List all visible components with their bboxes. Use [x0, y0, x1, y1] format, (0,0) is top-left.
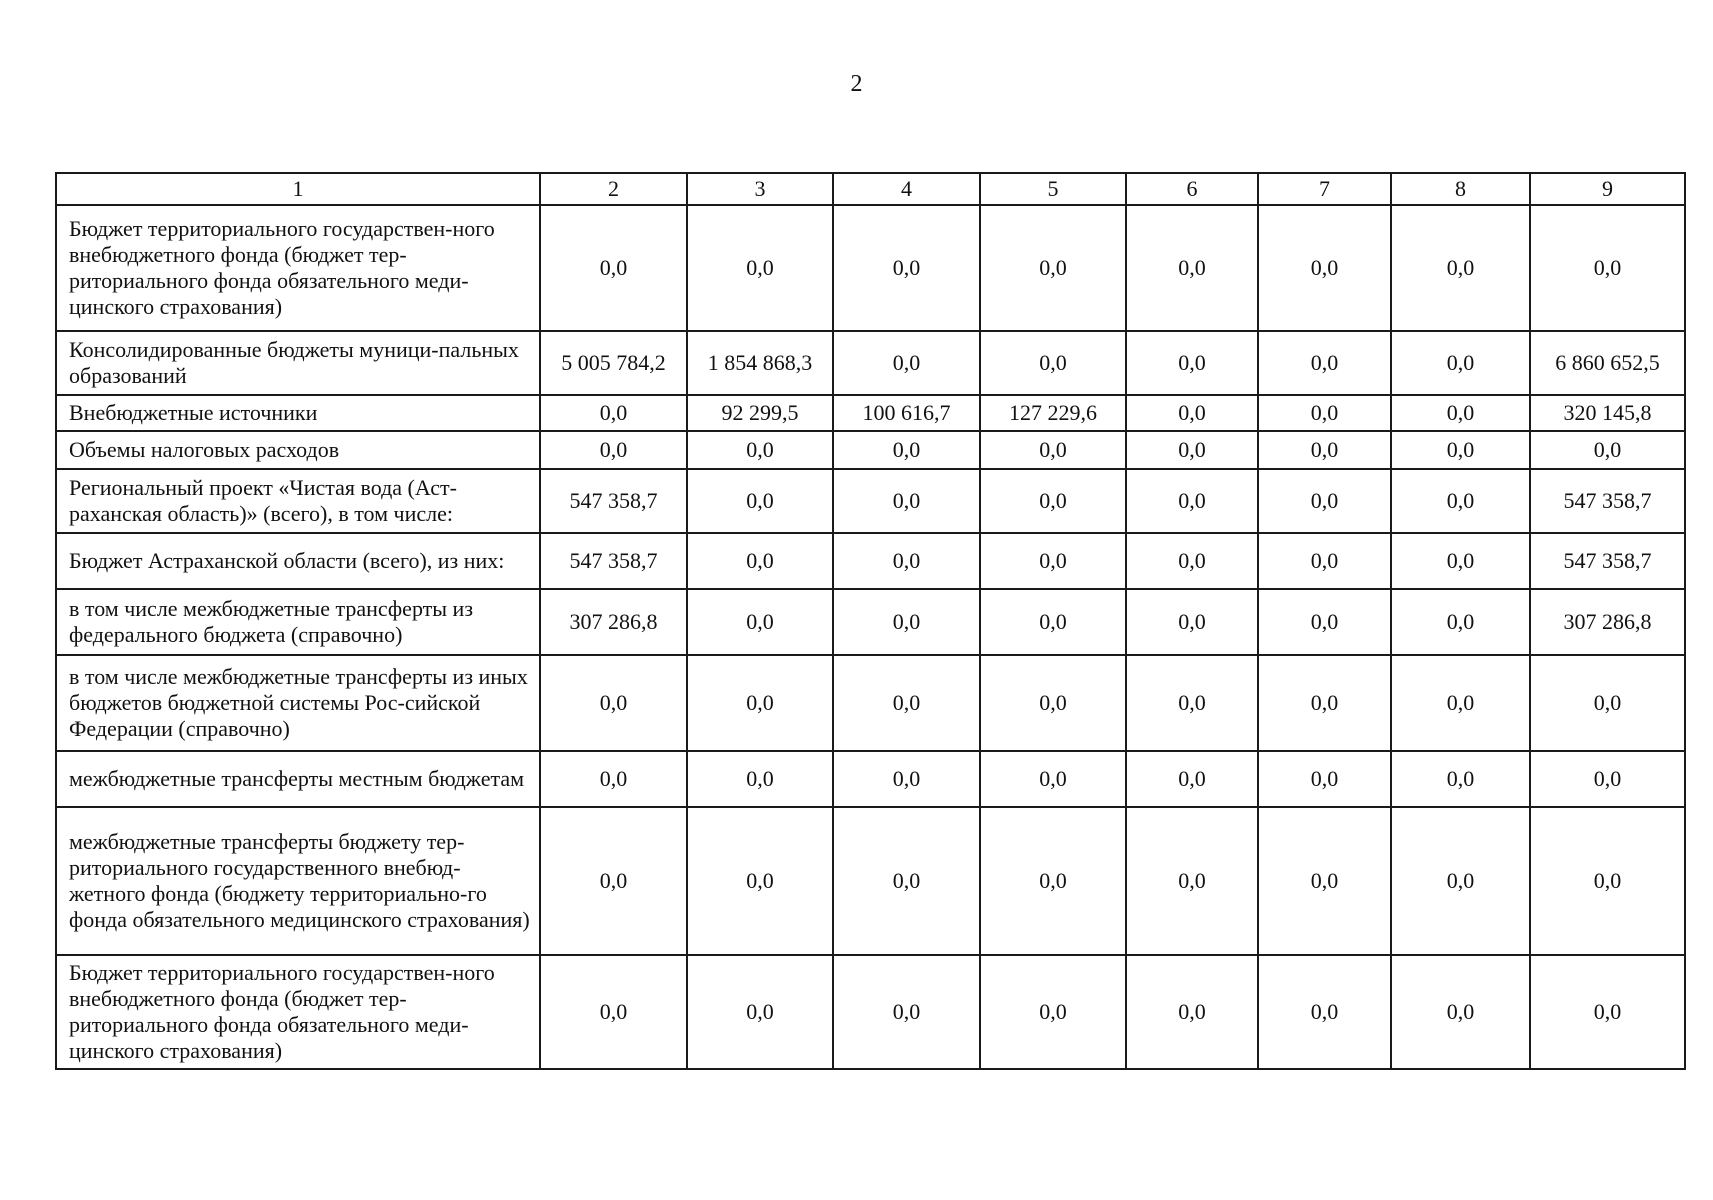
value-cell: 0,0: [540, 431, 687, 469]
row-label: Бюджет территориального государствен-ного внебюджетного фонда (бюджет тер-риториального фонда обязательного меди-цинского страхования): [56, 205, 540, 331]
value-cell: 0,0: [1126, 589, 1258, 655]
table-body: [56, 205, 1685, 1069]
value-cell: 0,0: [980, 655, 1126, 751]
value-cell: 0,0: [1258, 955, 1391, 1069]
value-cell: 0,0: [980, 431, 1126, 469]
value-cell: 0,0: [1391, 955, 1530, 1069]
value-cell: 0,0: [980, 807, 1126, 955]
table-row: [56, 469, 1685, 533]
value-cell: 0,0: [1391, 589, 1530, 655]
row-label: в том числе межбюджетные трансферты из иных бюджетов бюджетной системы Рос-сийской Федерации (справочно): [56, 655, 540, 751]
row-label: межбюджетные трансферты бюджету тер-риториального государственного внебюд-жетного фонда (бюджету территориально-го фонда обязательного медицинского страхования): [56, 807, 540, 955]
value-cell: 0,0: [980, 751, 1126, 807]
value-cell: 0,0: [1391, 469, 1530, 533]
table-row: [56, 533, 1685, 589]
value-cell: 0,0: [833, 331, 980, 395]
budget-table: [55, 172, 1686, 1070]
table-row: [56, 655, 1685, 751]
value-cell: 0,0: [540, 395, 687, 431]
table-row: [56, 331, 1685, 395]
column-header: 1: [56, 173, 540, 205]
value-cell: 0,0: [1530, 431, 1685, 469]
value-cell: 0,0: [980, 955, 1126, 1069]
value-cell: 0,0: [1258, 331, 1391, 395]
value-cell: 0,0: [1126, 331, 1258, 395]
value-cell: 0,0: [833, 205, 980, 331]
value-cell: 0,0: [1391, 431, 1530, 469]
value-cell: 547 358,7: [540, 469, 687, 533]
value-cell: 307 286,8: [540, 589, 687, 655]
value-cell: 0,0: [1530, 655, 1685, 751]
table-row: [56, 751, 1685, 807]
value-cell: 0,0: [1258, 431, 1391, 469]
value-cell: 0,0: [1126, 955, 1258, 1069]
value-cell: 0,0: [833, 751, 980, 807]
value-cell: 0,0: [1126, 533, 1258, 589]
value-cell: 0,0: [1391, 533, 1530, 589]
value-cell: 0,0: [1530, 807, 1685, 955]
value-cell: 127 229,6: [980, 395, 1126, 431]
value-cell: 0,0: [540, 205, 687, 331]
value-cell: 547 358,7: [1530, 469, 1685, 533]
value-cell: 0,0: [687, 955, 833, 1069]
value-cell: 0,0: [980, 331, 1126, 395]
value-cell: 0,0: [980, 533, 1126, 589]
value-cell: 0,0: [687, 431, 833, 469]
value-cell: 0,0: [1258, 751, 1391, 807]
value-cell: 0,0: [1126, 655, 1258, 751]
value-cell: 0,0: [1258, 589, 1391, 655]
page-number: 2: [850, 71, 863, 97]
value-cell: 0,0: [1126, 431, 1258, 469]
column-header: 9: [1530, 173, 1685, 205]
value-cell: 0,0: [1391, 331, 1530, 395]
table-row: [56, 589, 1685, 655]
value-cell: 320 145,8: [1530, 395, 1685, 431]
value-cell: 0,0: [1126, 469, 1258, 533]
column-header: 4: [833, 173, 980, 205]
value-cell: 0,0: [1258, 807, 1391, 955]
value-cell: 307 286,8: [1530, 589, 1685, 655]
table-header-row: [56, 173, 1685, 205]
column-header: 2: [540, 173, 687, 205]
value-cell: 0,0: [1258, 395, 1391, 431]
value-cell: 100 616,7: [833, 395, 980, 431]
value-cell: 0,0: [687, 589, 833, 655]
value-cell: 0,0: [1258, 533, 1391, 589]
column-header: 7: [1258, 173, 1391, 205]
value-cell: 0,0: [1126, 205, 1258, 331]
column-header: 5: [980, 173, 1126, 205]
column-header: 3: [687, 173, 833, 205]
value-cell: 0,0: [833, 533, 980, 589]
value-cell: 0,0: [1530, 955, 1685, 1069]
value-cell: 0,0: [833, 589, 980, 655]
value-cell: 0,0: [1391, 205, 1530, 331]
value-cell: 547 358,7: [540, 533, 687, 589]
value-cell: 0,0: [833, 655, 980, 751]
value-cell: 0,0: [687, 469, 833, 533]
table-row: [56, 807, 1685, 955]
value-cell: 0,0: [540, 807, 687, 955]
value-cell: 0,0: [1258, 205, 1391, 331]
row-label: межбюджетные трансферты местным бюджетам: [56, 751, 540, 807]
value-cell: 0,0: [687, 655, 833, 751]
value-cell: 0,0: [540, 751, 687, 807]
value-cell: 0,0: [1391, 655, 1530, 751]
value-cell: 0,0: [687, 533, 833, 589]
value-cell: 1 854 868,3: [687, 331, 833, 395]
row-label: Бюджет Астраханской области (всего), из них:: [56, 533, 540, 589]
table-row: [56, 395, 1685, 431]
row-label: Внебюджетные источники: [56, 395, 540, 431]
value-cell: 0,0: [1126, 751, 1258, 807]
value-cell: 0,0: [1530, 205, 1685, 331]
value-cell: 0,0: [540, 955, 687, 1069]
value-cell: 0,0: [687, 807, 833, 955]
value-cell: 0,0: [1258, 469, 1391, 533]
value-cell: 0,0: [687, 205, 833, 331]
value-cell: 0,0: [833, 469, 980, 533]
table-row: [56, 431, 1685, 469]
value-cell: 0,0: [833, 431, 980, 469]
value-cell: 0,0: [1530, 751, 1685, 807]
row-label: Консолидированные бюджеты муници-пальных образований: [56, 331, 540, 395]
value-cell: 0,0: [687, 751, 833, 807]
column-header: 6: [1126, 173, 1258, 205]
value-cell: 547 358,7: [1530, 533, 1685, 589]
value-cell: 0,0: [833, 807, 980, 955]
value-cell: 5 005 784,2: [540, 331, 687, 395]
value-cell: 0,0: [1391, 751, 1530, 807]
value-cell: 0,0: [980, 589, 1126, 655]
column-header: 8: [1391, 173, 1530, 205]
value-cell: 0,0: [1126, 807, 1258, 955]
table-row: [56, 205, 1685, 331]
table-row: [56, 955, 1685, 1069]
row-label: Бюджет территориального государствен-ного внебюджетного фонда (бюджет тер-риториального фонда обязательного меди-цинского страхования): [56, 955, 540, 1069]
value-cell: 6 860 652,5: [1530, 331, 1685, 395]
value-cell: 0,0: [980, 469, 1126, 533]
value-cell: 0,0: [540, 655, 687, 751]
row-label: в том числе межбюджетные трансферты из федерального бюджета (справочно): [56, 589, 540, 655]
value-cell: 0,0: [833, 955, 980, 1069]
value-cell: 0,0: [1126, 395, 1258, 431]
value-cell: 92 299,5: [687, 395, 833, 431]
value-cell: 0,0: [1391, 395, 1530, 431]
row-label: Объемы налоговых расходов: [56, 431, 540, 469]
row-label: Региональный проект «Чистая вода (Аст-раханская область)» (всего), в том числе:: [56, 469, 540, 533]
value-cell: 0,0: [980, 205, 1126, 331]
value-cell: 0,0: [1391, 807, 1530, 955]
value-cell: 0,0: [1258, 655, 1391, 751]
